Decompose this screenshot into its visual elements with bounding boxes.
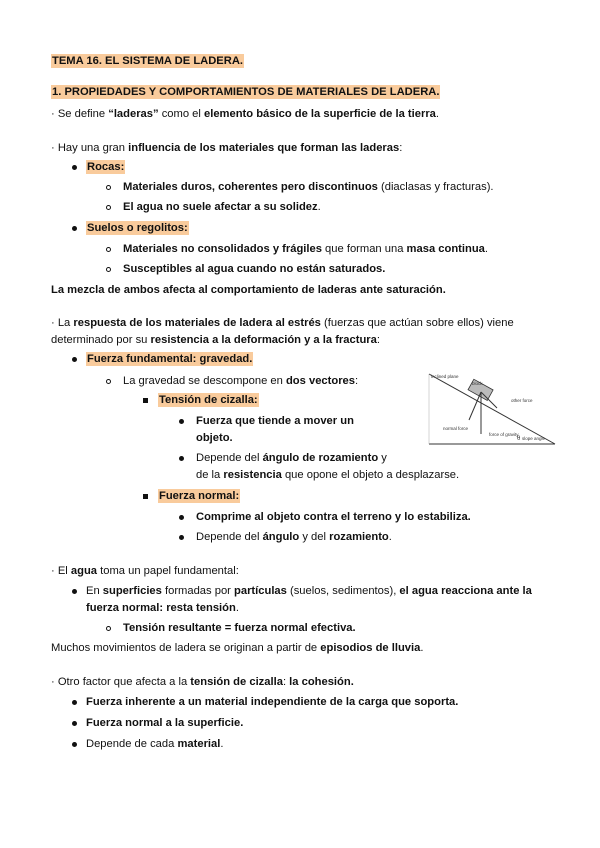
list-item: Depende de cada material. <box>86 738 224 750</box>
label-block: block <box>472 381 483 386</box>
bullet-icon <box>72 700 77 705</box>
paragraph-agua: · El agua toma un papel fundamental: <box>51 565 239 577</box>
bullet-icon <box>179 535 184 540</box>
title-highlight: TEMA 16. EL SISTEMA DE LADERA. <box>52 55 244 67</box>
bullet-icon <box>72 589 77 594</box>
list-item: Fuerza que tiende a mover un <box>196 415 354 427</box>
list-item: Susceptibles al agua cuando no están saturados. <box>123 263 386 275</box>
list-item-cizalla: Tensión de cizalla: <box>159 394 258 406</box>
bullet-icon <box>72 357 77 362</box>
bullet-icon <box>179 515 184 520</box>
list-item: Fuerza normal a la superficie. <box>86 717 244 729</box>
list-item-continuation: fuerza normal: resta tensión. <box>86 602 239 614</box>
bullet-icon <box>72 165 77 170</box>
label-force-of-gravity: force of gravity <box>489 432 519 437</box>
label-normal-force: normal force <box>443 426 469 431</box>
paragraph-respuesta-line1: · La respuesta de los materiales de ladera al estrés (fuerzas que actúan sobre ellos) viene <box>51 317 514 329</box>
page-title <box>51 54 244 68</box>
list-item: Materiales duros, coherentes pero discontinuos (diaclasas y fracturas). <box>123 181 494 193</box>
paragraph-lluvia: Muchos movimientos de ladera se originan a partir de episodios de lluvia. <box>51 642 424 654</box>
circle-bullet-icon <box>106 267 111 272</box>
label-inclined-plane: inclined plane <box>431 374 459 379</box>
normal-arrow <box>469 392 481 420</box>
list-item-rocas: Rocas: <box>87 161 125 173</box>
square-bullet-icon <box>143 494 148 499</box>
circle-bullet-icon <box>106 185 111 190</box>
paragraph-laderas: · Se define “laderas” como el elemento básico de la superficie de la tierra. <box>51 108 440 120</box>
list-item: La gravedad se descompone en dos vectores: <box>123 375 359 387</box>
list-item-continuation: de la resistencia que opone el objeto a desplazarse. <box>196 469 460 481</box>
paragraph-influencia: · Hay una gran influencia de los materiales que forman las laderas: <box>51 142 403 154</box>
list-item: Depende del ángulo y del rozamiento. <box>196 531 392 543</box>
bullet-icon <box>72 226 77 231</box>
square-bullet-icon <box>143 398 148 403</box>
list-item-gravedad: Fuerza fundamental: gravedad. <box>87 353 253 365</box>
circle-bullet-icon <box>106 205 111 210</box>
bullet-icon <box>72 742 77 747</box>
circle-bullet-icon <box>106 626 111 631</box>
circle-bullet-icon <box>106 247 111 252</box>
list-item: En superficies formadas por partículas (suelos, sedimentos), el agua reacciona ante la <box>86 585 532 597</box>
bullet-icon <box>179 456 184 461</box>
circle-bullet-icon <box>106 379 111 384</box>
list-item: Materiales no consolidados y frágiles que forman una masa continua. <box>123 243 488 255</box>
label-other-force: other force <box>511 398 533 403</box>
section-highlight: 1. PROPIEDADES Y COMPORTAMIENTOS DE MATERIALES DE LADERA. <box>52 86 440 98</box>
paragraph-cohesion: · Otro factor que afecta a la tensión de cizalla: la cohesión. <box>51 676 354 688</box>
bullet-icon <box>72 721 77 726</box>
inclined-plane-diagram <box>425 368 560 450</box>
bullet-icon <box>179 419 184 424</box>
list-item-suelos: Suelos o regolitos: <box>87 222 188 234</box>
section-heading <box>51 85 440 99</box>
list-item: Depende del ángulo de rozamiento y <box>196 452 387 464</box>
list-item: Tensión resultante = fuerza normal efectiva. <box>123 622 356 634</box>
label-slope-angle: slope angle <box>522 436 546 441</box>
paragraph-respuesta-line2: determinado por su resistencia a la deformación y a la fractura: <box>51 334 380 346</box>
list-item-normal: Fuerza normal: <box>159 490 240 502</box>
list-item: El agua no suele afectar a su solidez. <box>123 201 321 213</box>
list-item: Comprime al objeto contra el terreno y lo estabiliza. <box>196 511 471 523</box>
label-theta: θ <box>517 436 521 442</box>
list-item-continuation: objeto. <box>196 432 233 444</box>
list-item: Fuerza inherente a un material independiente de la carga que soporta. <box>86 696 459 708</box>
paragraph-mezcla: La mezcla de ambos afecta al comportamiento de laderas ante saturación. <box>51 284 446 296</box>
